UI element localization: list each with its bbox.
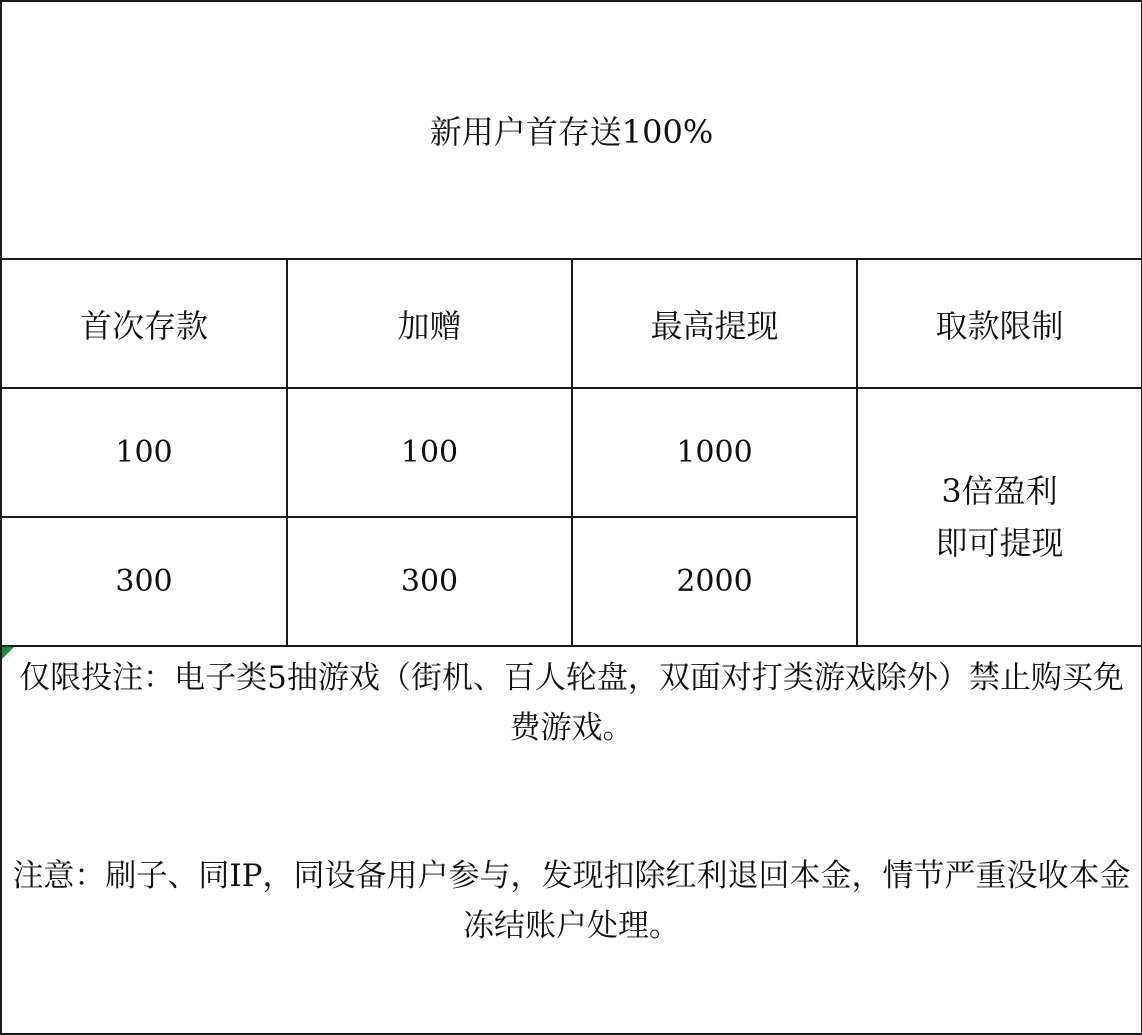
withdraw-limit-cell [857, 388, 1142, 646]
betting-scope-note: 仅限投注：电子类5抽游戏（街机、百人轮盘，双面对打类游戏除外）禁止购买免费游戏。 [19, 660, 1124, 746]
deposit-cell: 100 [1, 388, 287, 517]
deposit-cell: 300 [1, 517, 287, 646]
column-header-bonus: 加赠 [287, 259, 572, 388]
promo-title: 新用户首存送100% [1, 1, 1142, 259]
withdraw-limit-line-1: 3倍盈利 [941, 472, 1058, 510]
bonus-cell: 300 [287, 517, 572, 646]
cell-comment-marker-icon [2, 647, 14, 659]
bonus-cell: 100 [287, 388, 572, 517]
column-header-deposit: 首次存款 [1, 259, 287, 388]
title-row [1, 1, 1142, 259]
notes-cell[interactable] [1, 646, 1142, 1034]
max-withdraw-cell: 2000 [572, 517, 857, 646]
max-withdraw-cell: 1000 [572, 388, 857, 517]
header-row [1, 259, 1142, 388]
column-header-max-withdraw: 最高提现 [572, 259, 857, 388]
column-header-withdraw-limit: 取款限制 [857, 259, 1142, 388]
table-row [1, 388, 1142, 517]
notes-row [1, 646, 1142, 1034]
withdraw-limit-line-2: 即可提现 [935, 524, 1064, 562]
warning-note: 注意：刷子、同IP，同设备用户参与，发现扣除红利退回本金，情节严重没收本金冻结账户处理。 [12, 858, 1131, 944]
